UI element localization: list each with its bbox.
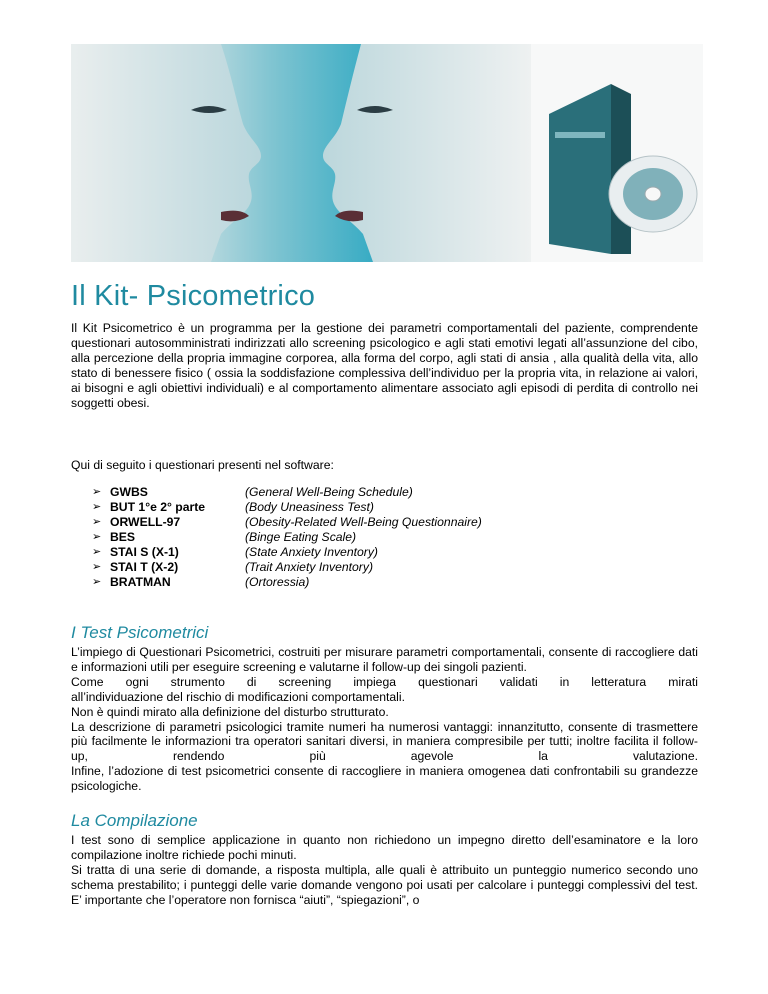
cd-disc: [609, 156, 697, 232]
section-compilation-body: [71, 833, 698, 908]
arrow-bullet-icon: ➢: [92, 561, 102, 573]
list-intro: Qui di seguito i questionari presenti nel software:: [71, 458, 334, 472]
intro-paragraph: Il Kit Psicometrico è un programma per la gestione dei parametri comportamentali del paziente, comprendente questionari autosomministrati indirizzati allo screening psicologico e agli stati emotivi legati all’assunzione del cibo, alla percezione della propria immagine corporea, alla forma del corpo, agli stati di ansia , alla qualità della vita, allo stato di benessere fisico ( ossia la soddisfazione complessiva dell’individuo per la propria vita, in relazione ai valori, ai bisogni e agli obiettivi individuali) e al comportamento alimentare associato agli episodi di perdita di controllo nei soggetti obesi.: [71, 321, 698, 410]
product-box: [549, 84, 631, 254]
list-item: ➢ STAI T (X-2) (Trait Anxiety Inventory): [92, 559, 374, 574]
paragraph: Non è quindi mirato alla definizione del disturbo strutturato.: [71, 704, 389, 719]
left-face-profile: [71, 44, 261, 262]
hero-illustration: [71, 44, 703, 262]
paragraph: Come ogni strumento di screening impiega questionari validati in letteratura mirati: [71, 674, 698, 689]
paragraph: I test sono di semplice applicazione in quanto non richiedono un impegno diretto dell’esaminatore e la loro compilazione inoltre richiede pochi minuti.: [71, 833, 698, 862]
section-heading-tests: I Test Psicometrici: [71, 623, 209, 642]
questionnaire-list: [92, 484, 482, 589]
section-heading-compilation: La Compilazione: [71, 811, 198, 830]
list-item: ➢ BUT 1°e 2° parte (Body Uneasiness Test): [92, 499, 374, 514]
arrow-bullet-icon: ➢: [92, 576, 102, 588]
paragraph: Infine, l’adozione di test psicometrici consente di raccogliere in maniera omogenea dati confrontabili su grandezze psicologiche.: [71, 764, 698, 794]
hero-image: [71, 44, 703, 262]
list-item: ➢ BES (Binge Eating Scale): [92, 529, 357, 544]
arrow-bullet-icon: ➢: [92, 486, 102, 498]
paragraph: L’impiego di Questionari Psicometrici, costruiti per misurare parametri comportamentali, consente di raccogliere dati e informazioni utili per eseguire screening e valutarne il follow-up dei singoli pazienti.: [71, 645, 698, 674]
arrow-bullet-icon: ➢: [92, 501, 102, 513]
page-title: Il Kit- Psicometrico: [71, 280, 316, 312]
right-lips: [335, 211, 363, 222]
arrow-bullet-icon: ➢: [92, 546, 102, 558]
paragraph: La descrizione di parametri psicologici tramite numeri ha numerosi vantaggi: innanzitutto, consente di trasmettere più facilmente le informazioni tra operatori sanitari diversi, in maniera compresibile per tutti; inoltre facilita il follow-up, rendendo più agevole la valutazione.: [71, 719, 698, 764]
list-item: ➢ BRATMAN (Ortoressia): [92, 574, 310, 589]
arrow-bullet-icon: ➢: [92, 516, 102, 528]
list-item: ➢ ORWELL-97 (Obesity-Related Well-Being Questionnaire): [92, 514, 482, 529]
paragraph: all’individuazione del rischio di modificazioni comportamentali.: [71, 689, 405, 704]
arrow-bullet-icon: ➢: [92, 531, 102, 543]
right-face-profile: [323, 44, 531, 262]
left-lips: [221, 211, 249, 222]
paragraph: Si tratta di una serie di domande, a risposta multipla, alle quali è attribuito un punteggio numerico secondo uno schema prestabilito; i punteggi delle varie domande vengono poi usati per calcolare i punteggi complessivi del test. E’ importante che l’operatore non fornisca “aiuti”, “spiegazioni”, o: [71, 862, 698, 907]
list-item: ➢ STAI S (X-1) (State Anxiety Inventory): [92, 544, 378, 559]
list-item: ➢ GWBS (General Well-Being Schedule): [92, 484, 413, 499]
section-tests-body: [71, 645, 698, 794]
